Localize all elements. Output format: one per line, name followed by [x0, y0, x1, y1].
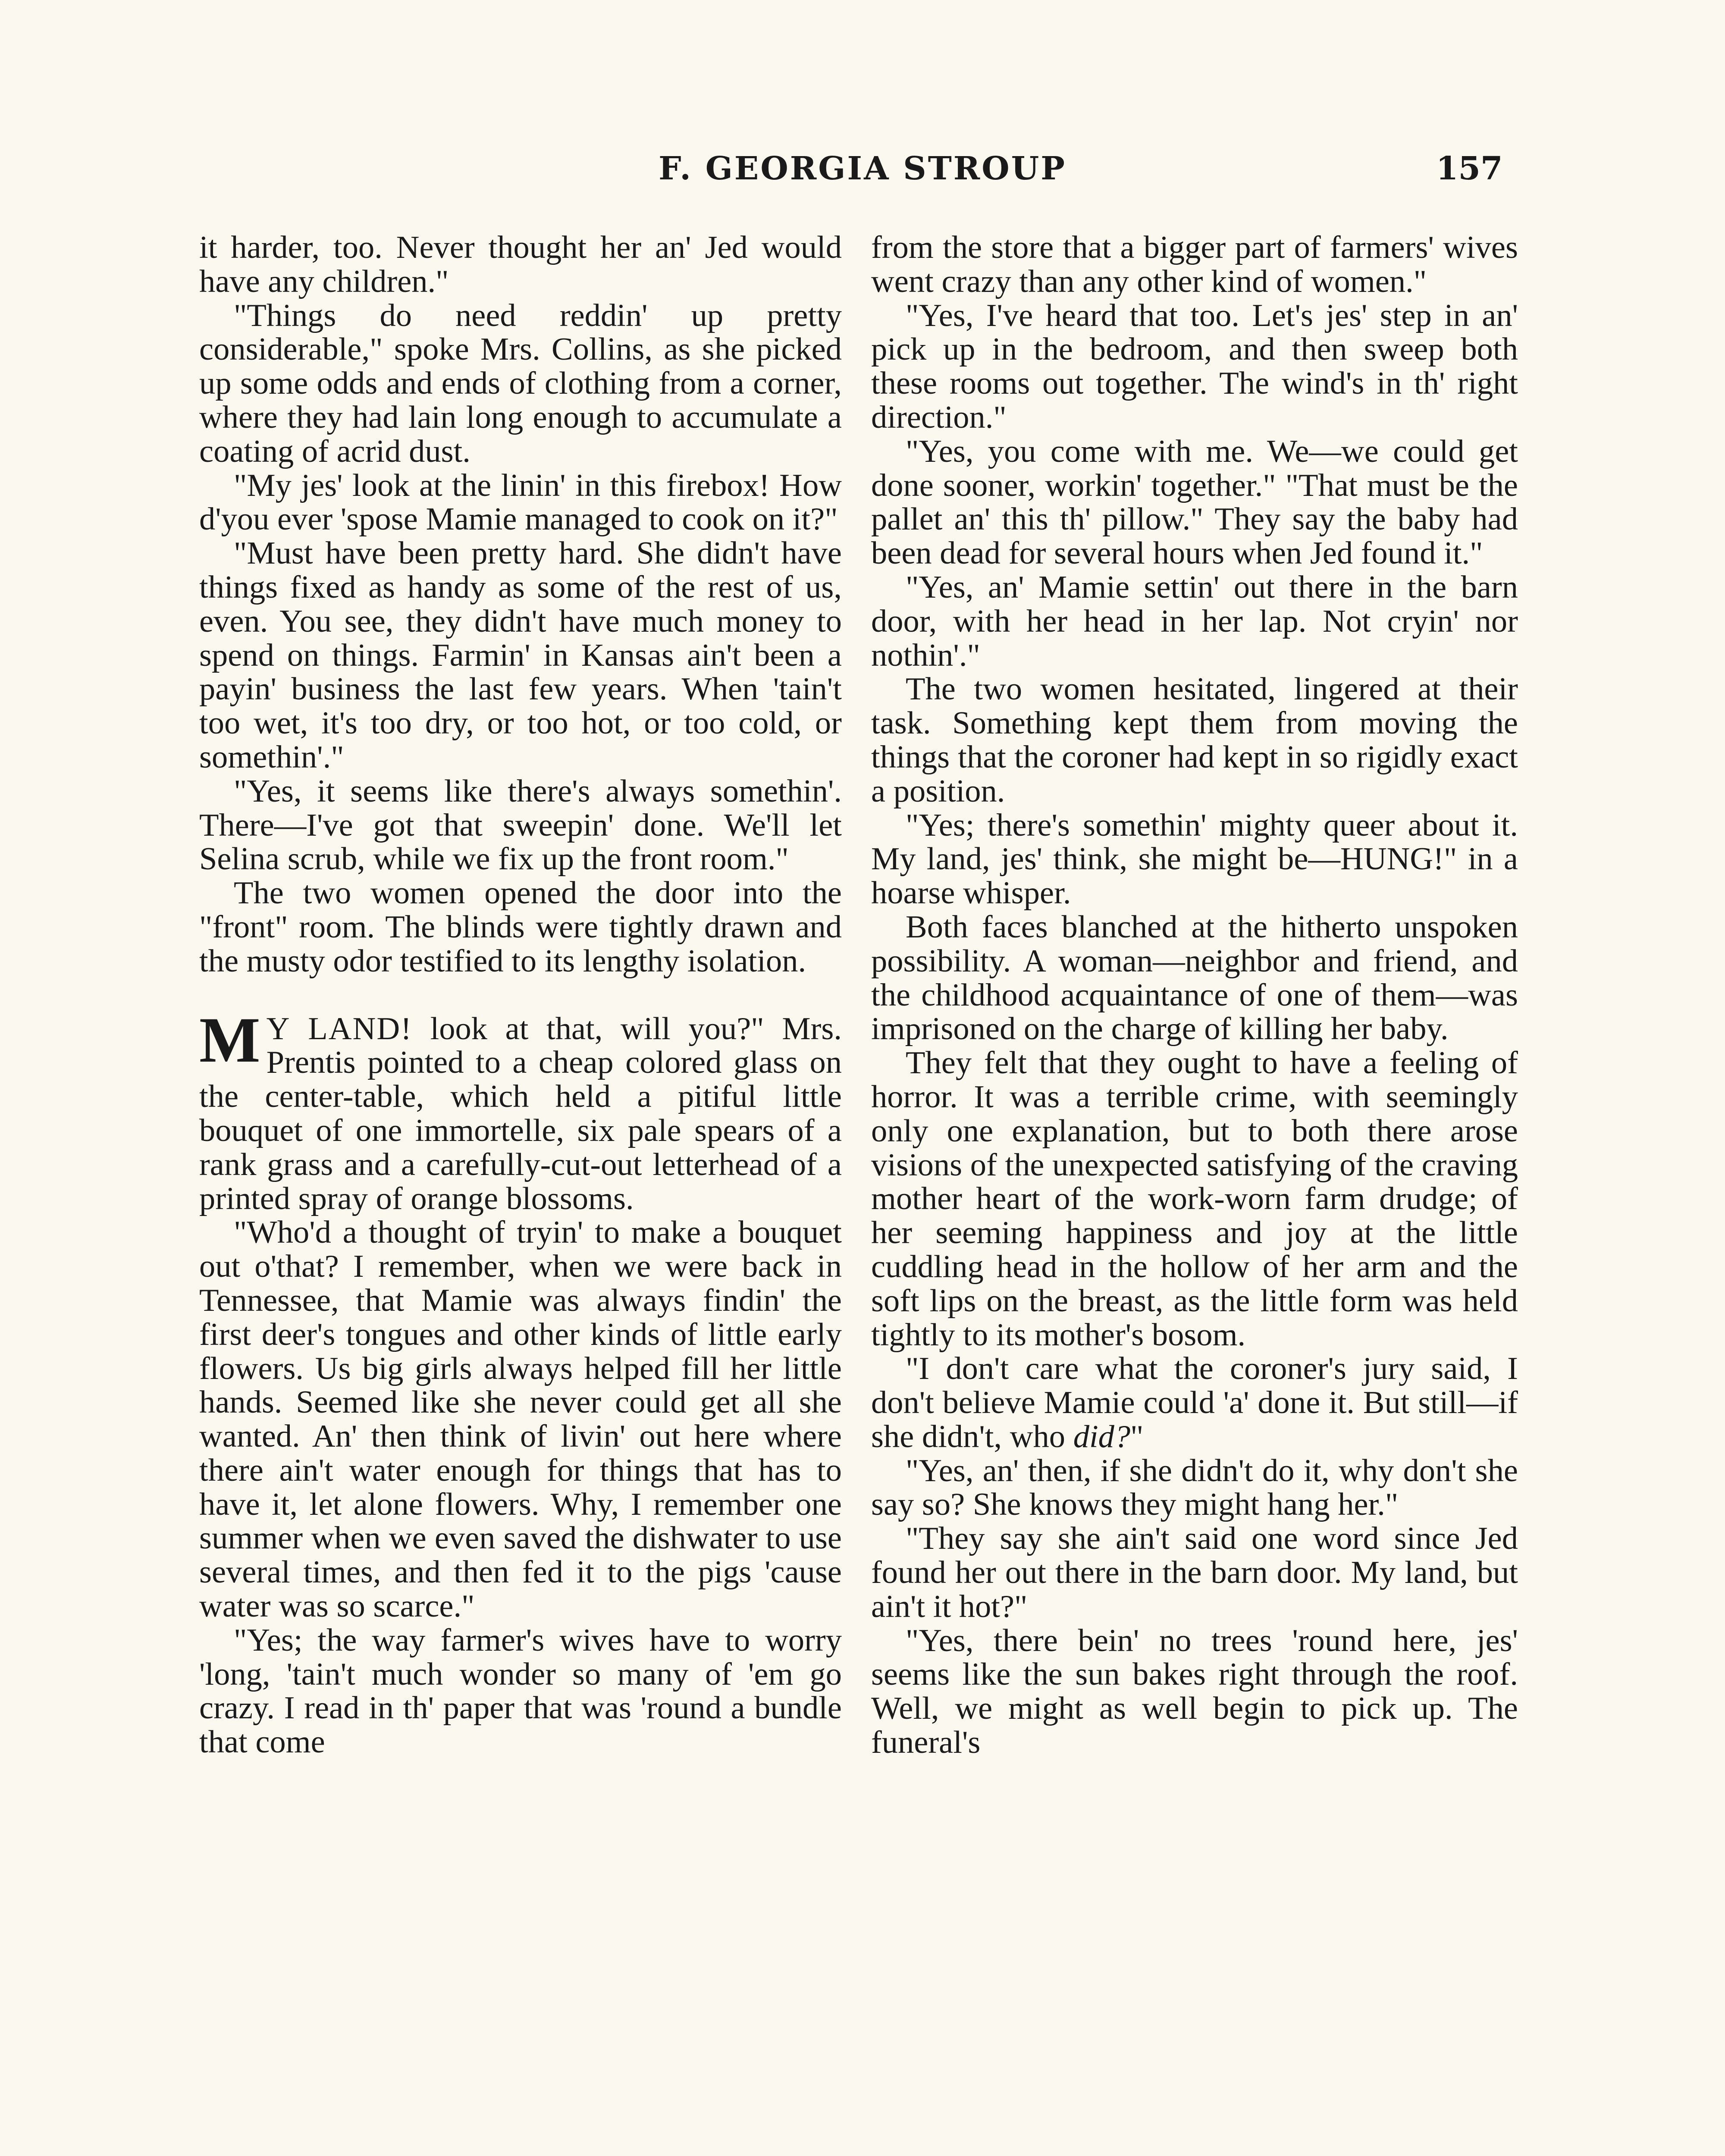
paragraph: "They say she ain't said one word since Jed found her out there in the barn door. My land, but ain't it hot?" [871, 1521, 1518, 1624]
drop-cap: M [199, 1004, 260, 1076]
paragraph: "Yes, an' Mamie settin' out there in the barn door, with her head in her lap. Not cryin' nor nothin'." [871, 569, 1518, 673]
paragraph-text: "I don't care what the coroner's jury said, I don't believe Mamie could 'a' done it. But still—if she didn't, who [871, 1351, 1518, 1454]
paragraph: "Must have been pretty hard. She didn't have things fixed as handy as some of the rest of us, even. You see, they didn't have much money to spend on things. Farmin' in Kansas ain't been a payin' business the last few years. When 'tain't too wet, it's too dry, or too hot, or too cold, or somethin'." [199, 536, 842, 775]
paragraph: from the store that a bigger part of farmers' wives went crazy than any other kind of women." [871, 231, 1518, 299]
paragraph: "Who'd a thought of tryin' to make a bouquet out o'that? I remember, when we were back in Tennessee, that Mamie was always findin' the first deer's tongues and other kinds of little early flowers. Us big girls always helped fill her little hands. Seemed like she never could get all she wanted. An' then think of livin' out here where there ain't water enough for things that has to have it, let alone flowers. Why, I remember one summer when we even saved the dishwater to use several times, and then fed it to the pigs 'cause water was so scarce." [199, 1215, 842, 1624]
paragraph: "Things do need reddin' up pretty considerable," spoke Mrs. Collins, as she picked up some odds and ends of clothing from a corner, where they had lain long enough to accumulate a coating of acrid dust. [199, 298, 842, 469]
author-name: F. GEORGIA STROUP [659, 150, 1066, 187]
paragraph: it harder, too. Never thought her an' Jed would have any children." [199, 231, 842, 299]
paragraph: "Yes, you come with me. We—we could get done sooner, workin' together." "That must be the pallet an' this th' pillow." They say the baby had been dead for several hours when Jed found it." [871, 433, 1518, 571]
paragraph: "Yes, there bein' no trees 'round here, jes' seems like the sun bakes right through the roof. Well, we might as well begin to pick up. The funeral's [871, 1623, 1518, 1761]
paragraph: "Yes, an' then, if she didn't do it, why don't she say so? She knows they might hang her." [871, 1453, 1518, 1523]
paragraph: Both faces blanched at the hitherto unspoken possibility. A woman—neighbor and friend, and the childhood acquaintance of one of them—was imprisoned on the charge of killing her baby. [871, 909, 1518, 1047]
right-text-column [871, 231, 1518, 2154]
page-number: 157 [1436, 150, 1503, 187]
paragraph: The two women opened the door into the "front" room. The blinds were tightly drawn and the musty odor testified to its lengthy isolation. [199, 875, 842, 979]
italic-text: did? [1073, 1419, 1131, 1454]
section-break [199, 978, 842, 1012]
paragraph: "Yes; there's somethin' mighty queer about it. My land, jes' think, she might be—HUNG!" in a hoarse whisper. [871, 807, 1518, 911]
section-opening-paragraph [199, 1004, 842, 1216]
paragraph-text: look at that, will you?" Mrs. Prentis pointed to a cheap colored glass on the center-table, which held a pitiful little bouquet of one immortelle, six pale spears of a rank grass and a carefully-cut-out letterhead of a printed spray of orange blossoms. [199, 1011, 842, 1216]
paragraph [871, 1352, 1518, 1454]
paragraph-text: " [1130, 1419, 1144, 1454]
paragraph: "My jes' look at the linin' in this firebox! How d'you ever 'spose Mamie managed to cook on it?" [199, 467, 842, 537]
left-text-column [199, 231, 842, 2154]
paragraph: The two women hesitated, lingered at their task. Something kept them from moving the things that the coroner had kept in so rigidly exact a position. [871, 671, 1518, 809]
paragraph: "Yes, I've heard that too. Let's jes' step in an' pick up in the bedroom, and then sweep both these rooms out together. The wind's in th' right direction." [871, 298, 1518, 435]
lead-in: Y LAND! [266, 1011, 412, 1047]
paragraph: "Yes, it seems like there's always somethin'. There—I've got that sweepin' done. We'll let Selina scrub, while we fix up the front room." [199, 773, 842, 877]
paragraph: They felt that they ought to have a feeling of horror. It was a terrible crime, with seemingly only one explanation, but to both there arose visions of the unexpected satisfying of the craving mother heart of the work-worn farm drudge; of her seeming happiness and joy at the little cuddling head in the hollow of her arm and the soft lips on the breast, as the little form was held tightly to its mother's bosom. [871, 1045, 1518, 1353]
running-head [0, 150, 1725, 197]
paragraph: "Yes; the way farmer's wives have to worry 'long, 'tain't much wonder so many of 'em go crazy. I read in th' paper that was 'round a bundle that come [199, 1622, 842, 1760]
